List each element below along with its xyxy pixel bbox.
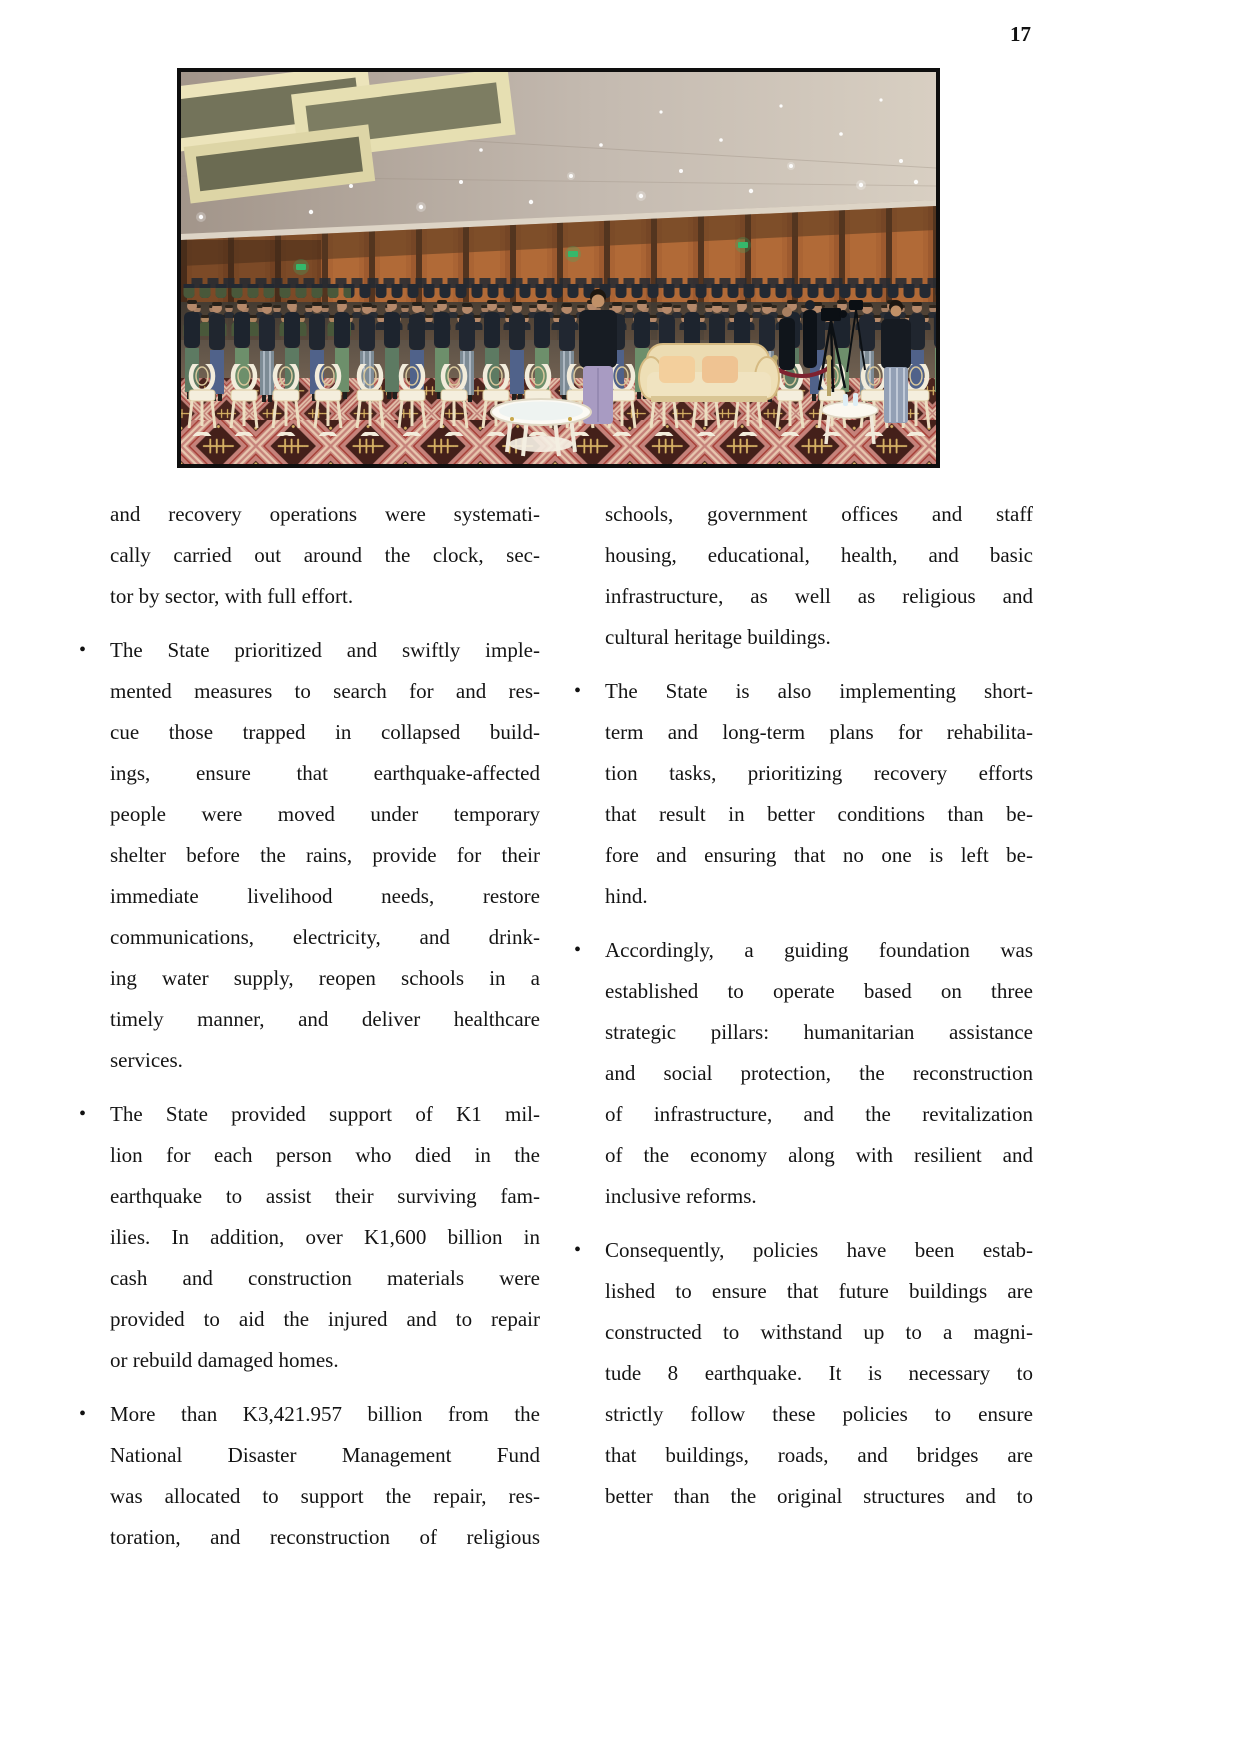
text-line: services. (110, 1048, 183, 1072)
bullet-item (79, 1094, 540, 1381)
text-line: More than K3,421.957 billion from the (110, 1402, 540, 1426)
text-line: people were moved under temporary (110, 802, 540, 826)
bullet-item (574, 930, 1033, 1217)
text-line: that result in better conditions than be- (605, 802, 1033, 826)
text-line: provided to aid the injured and to repair (110, 1307, 540, 1331)
text-line: better than the original structures and to (605, 1484, 1033, 1508)
text-line: inclusive reforms. (605, 1184, 757, 1208)
text-line: communications, electricity, and drink- (110, 925, 540, 949)
text-line: tion tasks, prioritizing recovery efforts (605, 761, 1033, 785)
text-line: term and long-term plans for rehabilita- (605, 720, 1033, 744)
bullet-marker: • (79, 1103, 87, 1125)
text-line: of infrastructure, and the revitalization (605, 1102, 1033, 1126)
text-line: ing water supply, reopen schools in a (110, 966, 540, 990)
text-line: The State is also implementing short- (605, 679, 1033, 703)
text-line: and recovery operations were systemati- (110, 502, 540, 526)
paragraph (110, 494, 540, 617)
text-line: cultural heritage buildings. (605, 625, 831, 649)
bullet-marker: • (574, 1239, 582, 1261)
text-line: was allocated to support the repair, res- (110, 1484, 540, 1508)
bullet-marker: • (574, 680, 582, 702)
text-line: tor by sector, with full effort. (110, 584, 354, 608)
text-line: established to operate based on three (605, 979, 1033, 1003)
text-line: ilies. In addition, over K1,600 billion in (110, 1225, 540, 1249)
text-line: cally carried out around the clock, sec- (110, 543, 540, 567)
text-column-left (79, 494, 540, 1571)
bullet-item (574, 1230, 1033, 1517)
event-hall-photo (177, 68, 940, 468)
text-line: The State provided support of K1 mil- (110, 1102, 540, 1126)
bullet-marker: • (79, 1403, 87, 1425)
text-line: or rebuild damaged homes. (110, 1348, 339, 1372)
text-line: schools, government offices and staff (605, 502, 1033, 526)
text-line: National Disaster Management Fund (110, 1443, 540, 1467)
text-line: cash and construction materials were (110, 1266, 540, 1290)
text-line: constructed to withstand up to a magni- (605, 1320, 1033, 1344)
text-line: housing, educational, health, and basic (605, 543, 1033, 567)
text-line: earthquake to assist their surviving fam- (110, 1184, 540, 1208)
bullet-item (79, 1394, 540, 1558)
text-line: strategic pillars: humanitarian assistance (605, 1020, 1033, 1044)
text-line: Accordingly, a guiding foundation was (605, 938, 1033, 962)
text-line: mented measures to search for and res- (110, 679, 540, 703)
text-column-right (574, 494, 1033, 1530)
text-line: cue those trapped in collapsed build- (110, 720, 540, 744)
bullet-item (574, 671, 1033, 917)
text-line: of the economy along with resilient and (605, 1143, 1033, 1167)
text-line: toration, and reconstruction of religious (110, 1525, 540, 1549)
text-line: infrastructure, as well as religious and (605, 584, 1033, 608)
text-line: Consequently, policies have been estab- (605, 1238, 1033, 1262)
text-line: lion for each person who died in the (110, 1143, 540, 1167)
text-line: tude 8 earthquake. It is necessary to (605, 1361, 1033, 1385)
bullet-marker: • (79, 639, 87, 661)
bullet-item (79, 630, 540, 1081)
text-line: shelter before the rains, provide for their (110, 843, 540, 867)
text-line: The State prioritized and swiftly imple- (110, 638, 540, 662)
text-line: and social protection, the reconstruction (605, 1061, 1033, 1085)
text-line: ings, ensure that earthquake-affected (110, 761, 540, 785)
event-hall-photo-art (181, 72, 936, 464)
text-line: strictly follow these policies to ensure (605, 1402, 1033, 1426)
text-line: timely manner, and deliver healthcare (110, 1007, 540, 1031)
text-line: immediate livelihood needs, restore (110, 884, 540, 908)
text-line: fore and ensuring that no one is left be- (605, 843, 1033, 867)
sofa (639, 344, 779, 402)
text-line: lished to ensure that future buildings are (605, 1279, 1033, 1303)
paragraph (605, 494, 1033, 658)
text-line: hind. (605, 884, 648, 908)
text-line: that buildings, roads, and bridges are (605, 1443, 1033, 1467)
bullet-marker: • (574, 939, 582, 961)
page-number: 17 (1010, 22, 1031, 46)
